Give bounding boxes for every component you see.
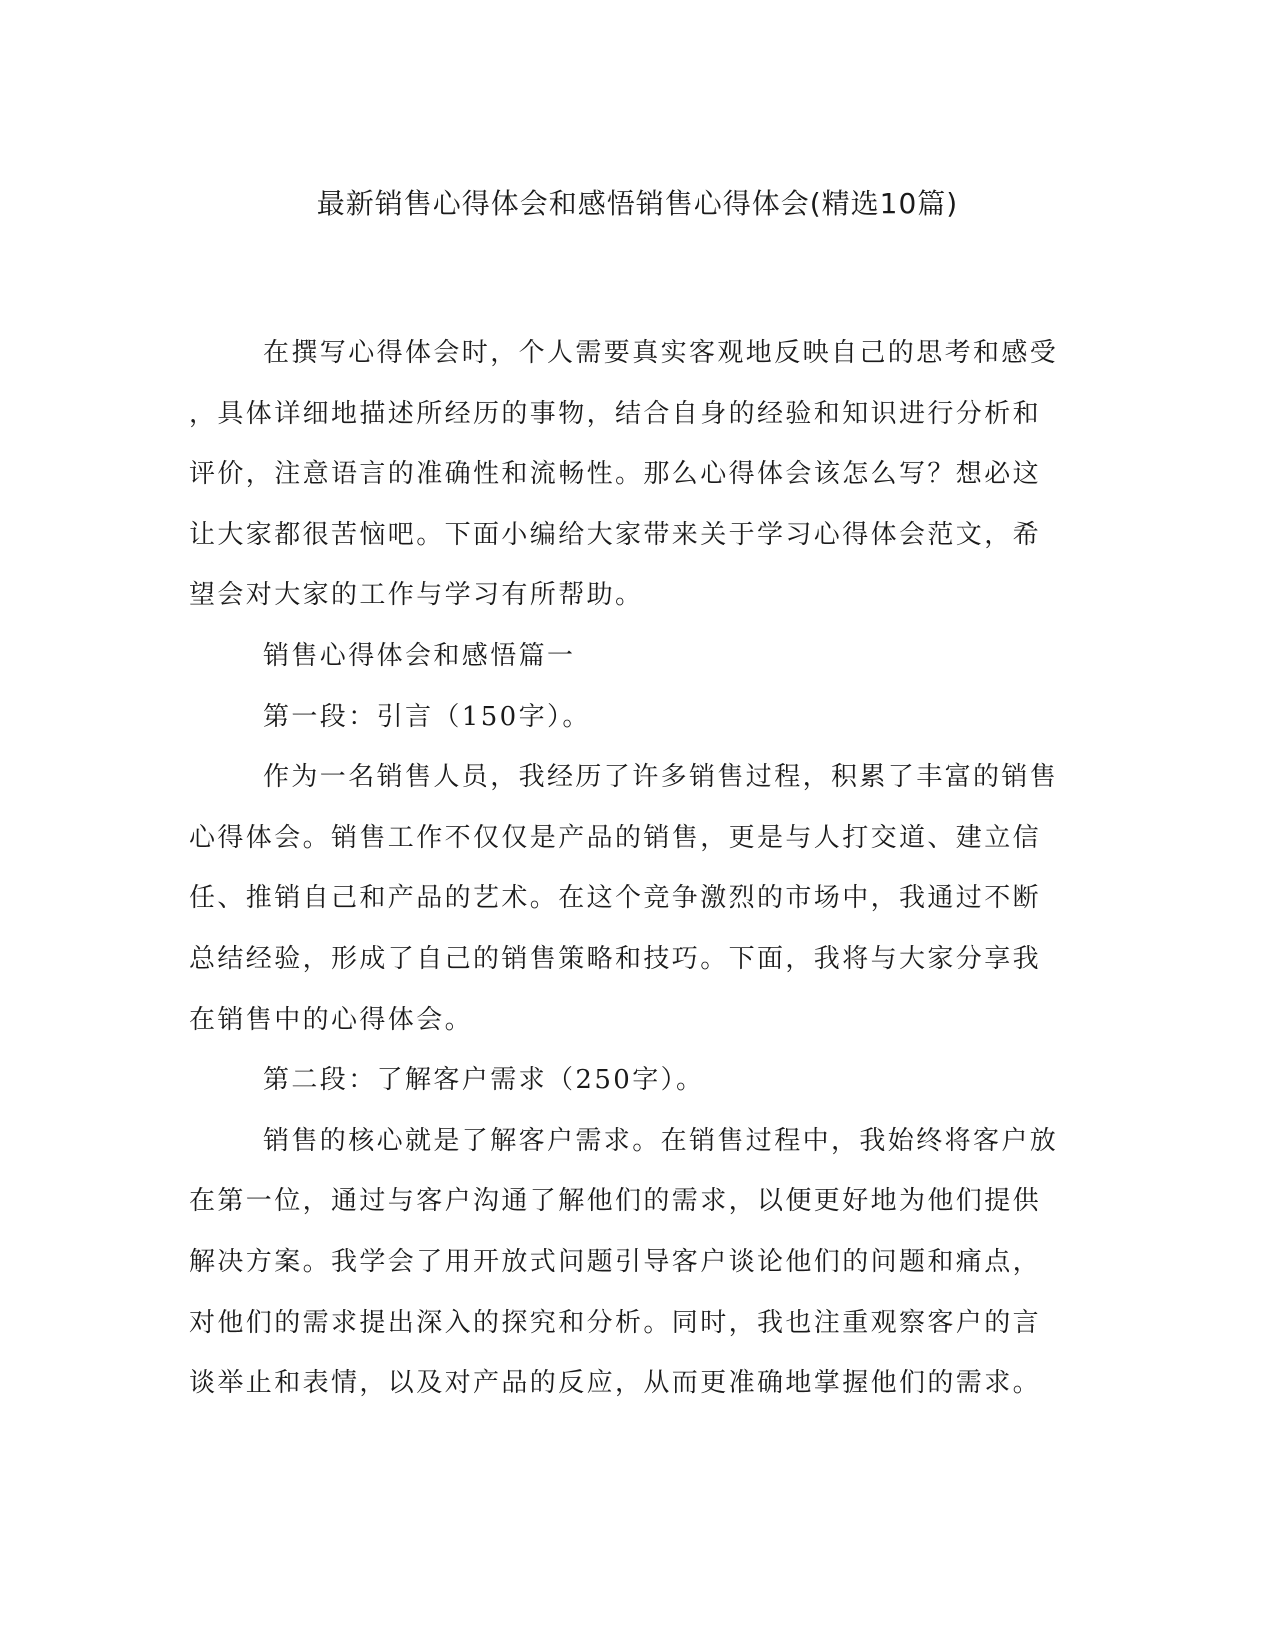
text-line: 解决方案。我学会了用开放式问题引导客户谈论他们的问题和痛点， [189, 1246, 1042, 1277]
text-line: 望会对大家的工作与学习有所帮助。 [189, 580, 644, 611]
section-heading: 销售心得体会和感悟篇一 [263, 640, 576, 671]
text-line: 在撰写心得体会时，个人需要真实客观地反映自己的思考和感受 [263, 338, 1059, 368]
paragraph-heading: 第二段：了解客户需求（250字）。 [263, 1065, 705, 1096]
text-line: 作为一名销售人员，我经历了许多销售过程，积累了丰富的销售 [263, 762, 1059, 793]
text-line: 让大家都很苦恼吧。下面小编给大家带来关于学习心得体会范文，希 [189, 519, 1042, 550]
text-line: 评价，注意语言的准确性和流畅性。那么心得体会该怎么写？想必这 [189, 459, 1042, 490]
text-line: 在第一位，通过与客户沟通了解他们的需求，以便更好地为他们提供 [189, 1186, 1042, 1217]
document-title: 最新销售心得体会和感悟销售心得体会(精选10篇) [316, 187, 959, 220]
text-line: 销售的核心就是了解客户需求。在销售过程中，我始终将客户放 [263, 1125, 1059, 1156]
text-line: 对他们的需求提出深入的探究和分析。同时，我也注重观察客户的言 [189, 1307, 1042, 1338]
text-line: 总结经验，形成了自己的销售策略和技巧。下面，我将与大家分享我 [189, 943, 1042, 974]
text-line: 任、推销自己和产品的艺术。在这个竞争激烈的市场中，我通过不断 [189, 883, 1042, 914]
text-line: 谈举止和表情，以及对产品的反应，从而更准确地掌握他们的需求。 [189, 1368, 1042, 1399]
paragraph-heading: 第一段：引言（150字）。 [263, 701, 591, 732]
text-line: 在销售中的心得体会。 [189, 1004, 474, 1035]
text-line: ，具体详细地描述所经历的事物，结合自身的经验和知识进行分析和 [189, 398, 1042, 429]
document-body [189, 323, 1079, 1414]
text-line: 心得体会。销售工作不仅仅是产品的销售，更是与人打交道、建立信 [189, 822, 1042, 853]
